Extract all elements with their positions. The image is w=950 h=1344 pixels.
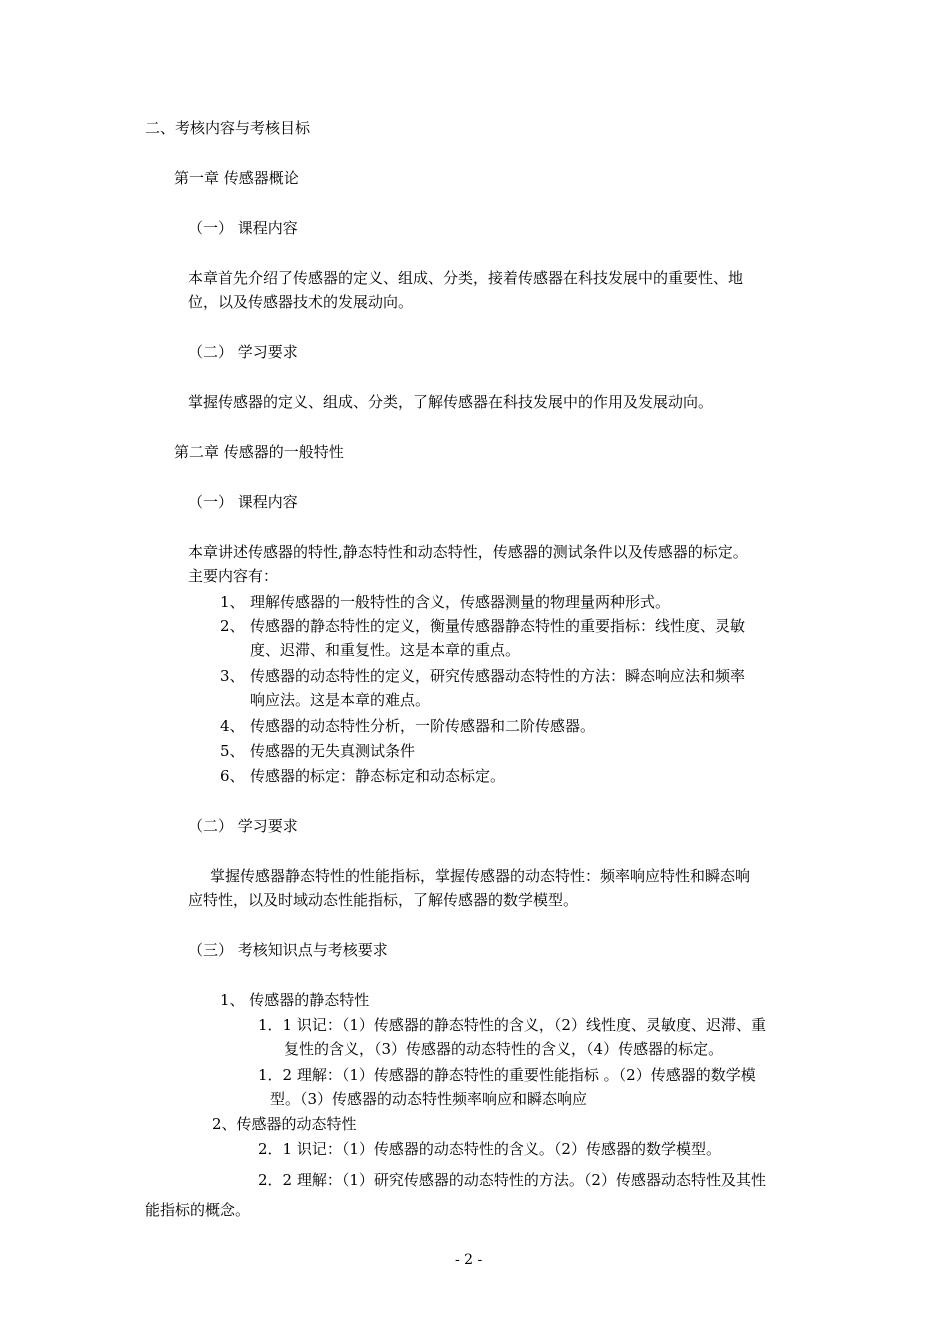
list-item-text-cont: 度、迟滞、和重复性。这是本章的重点。 — [250, 641, 521, 659]
chapter1-content-line2: 位，以及传感器技术的发展动向。 — [188, 293, 414, 311]
exam1-title: 1、 传感器的静态特性 — [220, 991, 370, 1009]
list-item-text: 传感器的无失真测试条件 — [250, 742, 416, 760]
list-item-number: 6、 — [220, 767, 245, 785]
exam2-2-line2: 能指标的概念。 — [145, 1201, 251, 1219]
chapter2-exam-heading: （三） 考核知识点与考核要求 — [188, 941, 388, 959]
chapter1-content-heading: （一） 课程内容 — [188, 219, 298, 237]
chapter2-intro-line1: 本章讲述传感器的特性,静态特性和动态特性，传感器的测试条件以及传感器的标定。 — [188, 543, 748, 561]
list-item-text-cont: 响应法。这是本章的难点。 — [250, 691, 431, 709]
chapter2-title: 第二章 传感器的一般特性 — [174, 443, 344, 461]
list-item-number: 5、 — [220, 742, 245, 760]
chapter2-req-line1: 掌握传感器静态特性的性能指标，掌握传感器的动态特性：频率响应特性和瞬态响 — [210, 867, 751, 885]
exam1-1-line1: 1．1 识记：（1）传感器的静态特性的含义，（2）线性度、灵敏度、迟滞、重 — [258, 1016, 766, 1034]
chapter2-req-heading: （二） 学习要求 — [188, 817, 298, 835]
exam1-1-line2: 复性的含义，（3）传感器的动态特性的含义，（4）传感器的标定。 — [284, 1040, 724, 1058]
exam2-2-line1: 2．2 理解：（1）研究传感器的动态特性的方法。（2）传感器动态特性及其性 — [258, 1171, 766, 1189]
list-item-number: 4、 — [220, 717, 245, 735]
chapter1-content-line1: 本章首先介绍了传感器的定义、组成、分类，接着传感器在科技发展中的重要性、地 — [188, 269, 744, 287]
list-item-text: 传感器的静态特性的定义，衡量传感器静态特性的重要指标：线性度、灵敏 — [250, 617, 746, 635]
chapter1-req-heading: （二） 学习要求 — [188, 343, 298, 361]
exam2-1: 2．1 识记：（1）传感器的动态特性的含义。（2）传感器的数学模型。 — [258, 1140, 721, 1158]
chapter2-content-heading: （一） 课程内容 — [188, 493, 298, 511]
section-title: 二、考核内容与考核目标 — [145, 119, 311, 137]
chapter2-req-line2: 应特性，以及时域动态性能指标，了解传感器的数学模型。 — [188, 891, 579, 909]
list-item-text: 传感器的标定：静态标定和动态标定。 — [250, 767, 506, 785]
list-item-text: 理解传感器的一般特性的含义，传感器测量的物理量两种形式。 — [250, 593, 671, 611]
chapter1-req-text: 掌握传感器的定义、组成、分类，了解传感器在科技发展中的作用及发展动向。 — [188, 393, 714, 411]
list-item-number: 2、 — [220, 617, 245, 635]
chapter2-intro-line2: 主要内容有： — [188, 567, 279, 585]
exam2-title: 2、传感器的动态特性 — [212, 1115, 357, 1133]
list-item-text: 传感器的动态特性分析，一阶传感器和二阶传感器。 — [250, 717, 596, 735]
list-item-number: 3、 — [220, 667, 245, 685]
exam1-2-line1: 1．2 理解：（1）传感器的静态特性的重要性能指标 。（2）传感器的数学模 — [258, 1066, 756, 1084]
list-item-text: 传感器的动态特性的定义，研究传感器动态特性的方法：瞬态响应法和频率 — [250, 667, 746, 685]
chapter1-title: 第一章 传感器概论 — [174, 169, 299, 187]
exam1-2-line2: 型。（3）传感器的动态特性频率响应和瞬态响应 — [270, 1090, 588, 1108]
list-item-number: 1、 — [220, 593, 245, 611]
page-number: - 2 - — [455, 1252, 483, 1268]
